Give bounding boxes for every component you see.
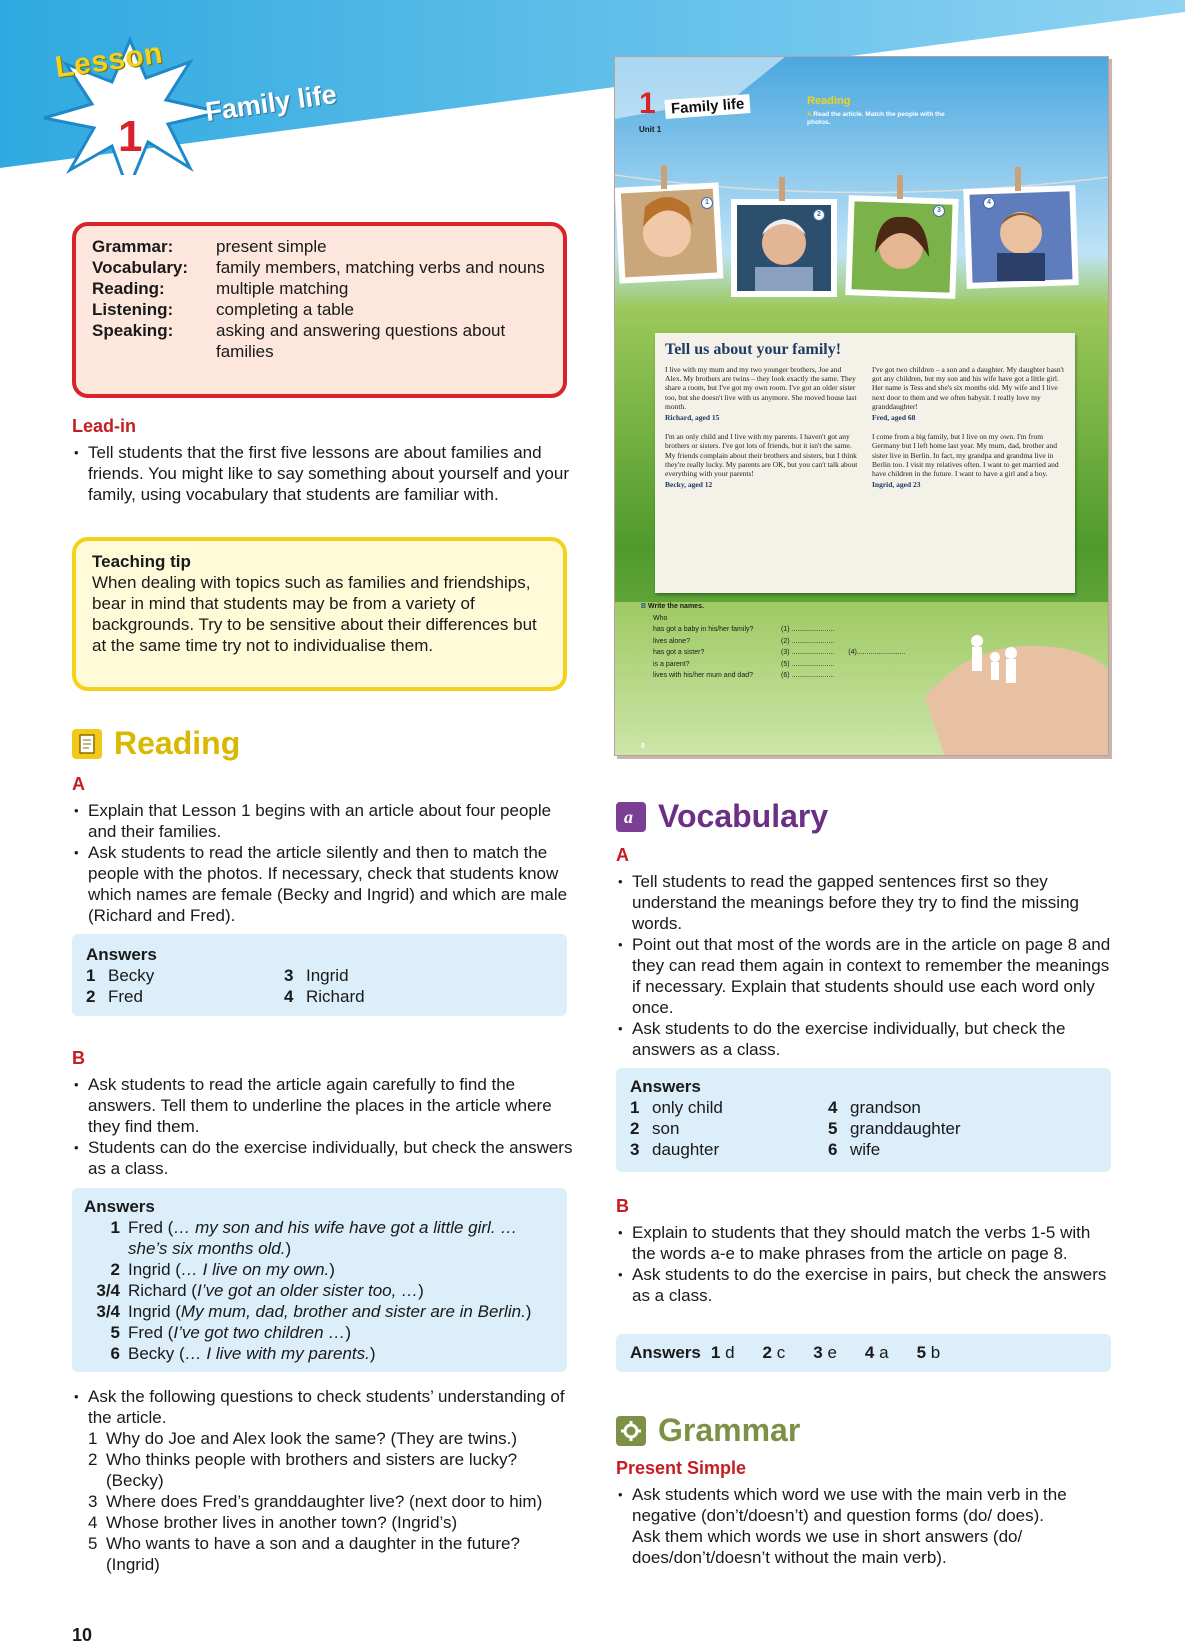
answer-item: 2 Fred xyxy=(86,987,143,1006)
coursebook-page-number: 8 xyxy=(641,743,645,750)
answer-item: 5 granddaughter xyxy=(828,1119,961,1138)
vocabulary-a-bullet: • Point out that most of the words are in the article on page 8 and they can read them again in context to remember the meanings if necessary. Explain that students should use each word only once. xyxy=(616,934,1111,1018)
vocabulary-a-bullet: • Tell students to read the gapped sentences first so they understand the meanings before they try to find the missing words. xyxy=(616,871,1111,934)
answer-item: 3/4 Ingrid (My mum, dad, brother and sister are in Berlin.) xyxy=(96,1302,532,1321)
article-post: I've got two children – a son and a daughter. My daughter hasn't got any children, but my son and his wife have got a little girl. Her name is Tess and she's six months old. My wife and I live next door to them and we often babysit. I really love my granddaughter! Fred, aged 68 xyxy=(872,365,1065,423)
overview-key: Grammar: xyxy=(92,237,174,256)
answer-item: 3/4 Richard (I’ve got an older sister too, …) xyxy=(96,1281,424,1300)
coursebook-reading-title: Reading xyxy=(807,95,851,107)
photo-number: 3 xyxy=(933,205,945,217)
vocabulary-a-answers xyxy=(616,1068,1111,1172)
overview-key: Listening: xyxy=(92,300,174,319)
lesson-number: 1 xyxy=(118,112,143,161)
vocabulary-heading xyxy=(616,798,828,835)
overview-row xyxy=(92,320,549,362)
reading-heading xyxy=(72,725,240,762)
answer-item: 6 wife xyxy=(828,1140,881,1159)
answer-item: 3 e xyxy=(813,1343,837,1362)
document-icon xyxy=(72,729,102,759)
vocabulary-b-bullet: • Explain to students that they should match the verbs 1-5 with the words a-e to make phrases from the article on page 8. xyxy=(616,1222,1111,1264)
answer-item: 4 Richard xyxy=(284,987,365,1006)
unit-title: Family life xyxy=(664,94,750,119)
lesson-overview-box xyxy=(72,222,567,398)
reading-a-list xyxy=(72,800,572,926)
grammar-heading xyxy=(616,1412,800,1449)
article-post: I'm an only child and I live with my parents. I haven't got any brothers or sisters. I've got lots of friends, but it isn't the same. My friends complain about their brothers and sisters, but I think they're really lucky. My parents are OK, but you can't talk about everything with your parents! Becky, aged 12 xyxy=(665,432,858,490)
reading-b-bullet: • Students can do the exercise individually, but check the answers as a class. xyxy=(72,1137,577,1179)
overview-row xyxy=(92,299,549,320)
lead-in-heading: Lead-in xyxy=(72,416,137,436)
lesson-word: Lesson xyxy=(53,36,165,85)
answer-item: 1 Becky xyxy=(86,966,155,985)
check-question: 5 Who wants to have a son and a daughter in the future? (Ingrid) xyxy=(88,1534,520,1574)
teaching-tip-box xyxy=(72,537,567,691)
vocabulary-b-bullet: • Ask students to do the exercise in pairs, but check the answers as a class. xyxy=(616,1264,1111,1306)
article-card xyxy=(655,333,1075,593)
coursebook-page-image xyxy=(614,56,1109,756)
overview-row xyxy=(92,257,549,278)
grammar-heading-text: Grammar xyxy=(658,1412,801,1448)
check-questions-intro xyxy=(72,1386,572,1428)
photo-young-man xyxy=(963,185,1078,289)
reading-a-bullet: • Ask students to read the article silently and then to match the people with the photos. If necessary, check that students know which names are female (Becky and Ingrid) and which are male (Richard and Fred). xyxy=(72,842,572,926)
gear-icon xyxy=(616,1416,646,1446)
vocabulary-a-bullet: • Ask students to do the exercise individually, but check the answers as a class. xyxy=(616,1018,1111,1060)
article-post: I live with my mum and my two younger brothers, Joe and Alex. My brothers are twins – they look exactly the same. They share a room, but I've got my own room. I've got an older sister too, but she doesn't live with us anymore. She moved house last month. Richard, aged 15 xyxy=(665,365,857,423)
reading-b-list xyxy=(72,1074,577,1179)
overview-value: family members, matching verbs and nouns xyxy=(216,258,545,277)
reading-b-letter: B xyxy=(72,1048,85,1068)
answer-item: 4 a xyxy=(864,1343,889,1362)
check-question: 2 Who thinks people with brothers and sisters are lucky? (Becky) xyxy=(88,1450,518,1490)
answers-title: Answers xyxy=(84,1197,155,1216)
answer-item: 6 Becky (… I live with my parents.) xyxy=(110,1344,376,1363)
vocabulary-icon xyxy=(616,802,646,832)
check-question: 1 Why do Joe and Alex look the same? (They are twins.) xyxy=(88,1429,518,1448)
lead-in-list xyxy=(72,442,572,505)
article-title: Tell us about your family! xyxy=(665,341,842,358)
reading-a-bullet: • Explain that Lesson 1 begins with an article about four people and their families. xyxy=(72,800,572,842)
overview-value: asking and answering questions about families xyxy=(216,321,506,361)
answer-item: 5 Fred (I’ve got two children …) xyxy=(110,1323,351,1342)
grammar-list xyxy=(616,1484,1086,1568)
lesson-title: Family life xyxy=(203,78,339,128)
answers-title: Answers xyxy=(630,1077,701,1096)
answers-title: Answers xyxy=(630,1343,701,1362)
answer-item: 1 d xyxy=(710,1343,735,1362)
grammar-bullet: • Ask students which word we use with the main verb in the negative (don’t/doesn’t) and question forms (do/ does). Ask them which words we use in short answers (do/ does/don’t/doesn’t without the main verb). xyxy=(616,1484,1086,1568)
vocabulary-b-answers xyxy=(616,1334,1111,1372)
answer-item: 2 c xyxy=(762,1343,786,1362)
coursebook-reading-instruction: A Read the article. Match the people with the photos. xyxy=(807,111,945,126)
photo-number: 2 xyxy=(813,209,825,221)
unit-number: 1 xyxy=(639,87,656,120)
reading-heading-text: Reading xyxy=(114,725,241,761)
answer-item: 2 Ingrid (… I live on my own.) xyxy=(110,1260,335,1279)
unit-label: Unit 1 xyxy=(639,125,662,134)
reading-b-answers xyxy=(72,1188,567,1372)
vocabulary-b-list xyxy=(616,1222,1111,1306)
teaching-tip-title: Teaching tip xyxy=(92,552,191,571)
svg-text:a: a xyxy=(624,806,633,827)
check-bullet: • Ask the following questions to check students’ understanding of the article. xyxy=(72,1386,572,1428)
answer-item: 3 daughter xyxy=(630,1140,720,1159)
vocabulary-b-letter: B xyxy=(616,1196,629,1216)
grammar-subheading: Present Simple xyxy=(616,1458,747,1478)
vocabulary-a-letter: A xyxy=(616,845,629,865)
coursebook-exercise-b: B Write the names. Who has got a baby in his/her family? (1) ...................... lives alone? (2) ...................... has got a sister? (3) ...................... (4)......................... is a parent? (5) ...................... lives with his/her mum and dad? (6) ...................... xyxy=(641,603,906,679)
vocabulary-a-list xyxy=(616,871,1111,1060)
check-question: 3 Where does Fred’s granddaughter live? (next door to him) xyxy=(88,1492,543,1511)
reading-b-bullet: • Ask students to read the article again carefully to find the answers. Tell them to underline the places in the article where they find them. xyxy=(72,1074,577,1137)
overview-key: Vocabulary: xyxy=(92,258,189,277)
answers-title: Answers xyxy=(86,945,157,964)
teaching-tip-text: When dealing with topics such as families and friendships, bear in mind that students may be from a variety of backgrounds. Try to be sensitive about their differences but at the same time try not to individualise them. xyxy=(92,573,537,655)
reading-a-answers xyxy=(72,934,567,1016)
photo-number: 1 xyxy=(701,197,713,209)
overview-value: completing a table xyxy=(216,300,354,319)
answer-item: 1 only child xyxy=(630,1098,723,1117)
answer-item: 2 son xyxy=(630,1119,680,1138)
page-number: 10 xyxy=(72,1625,93,1645)
photo-number: 4 xyxy=(983,197,995,209)
overview-key: Reading: xyxy=(92,279,165,298)
vocabulary-heading-text: Vocabulary xyxy=(658,798,829,834)
overview-value: multiple matching xyxy=(216,279,349,298)
answer-item: 5 b xyxy=(916,1343,941,1362)
answer-item: 3 Ingrid xyxy=(284,966,349,985)
answer-item: 1 Fred (… my son and his wife have got a little girl. … she’s six months old.) xyxy=(110,1218,518,1258)
overview-value: present simple xyxy=(216,237,327,256)
reading-a-letter: A xyxy=(72,774,85,794)
check-questions-list xyxy=(88,1428,574,1575)
overview-row xyxy=(92,236,549,257)
check-question: 4 Whose brother lives in another town? (Ingrid’s) xyxy=(88,1513,458,1532)
overview-key: Speaking: xyxy=(92,321,174,340)
overview-row xyxy=(92,278,549,299)
article-post: I come from a big family, but I live on my own. I'm from Germany but I left home last year. My mum, dad, brother and sister live in Berlin. In fact, my grandpa and grandma live in Berlin too. I visit my relatives often. I want to get married and have children in the future. I want to have a girl and a boy. Ingrid, aged 23 xyxy=(872,432,1059,490)
lead-in-bullet: • Tell students that the first five lessons are about families and friends. You might like to say something about yourself and your family, using vocabulary that students are familiar with. xyxy=(72,442,572,505)
answer-item: 4 grandson xyxy=(828,1098,921,1117)
